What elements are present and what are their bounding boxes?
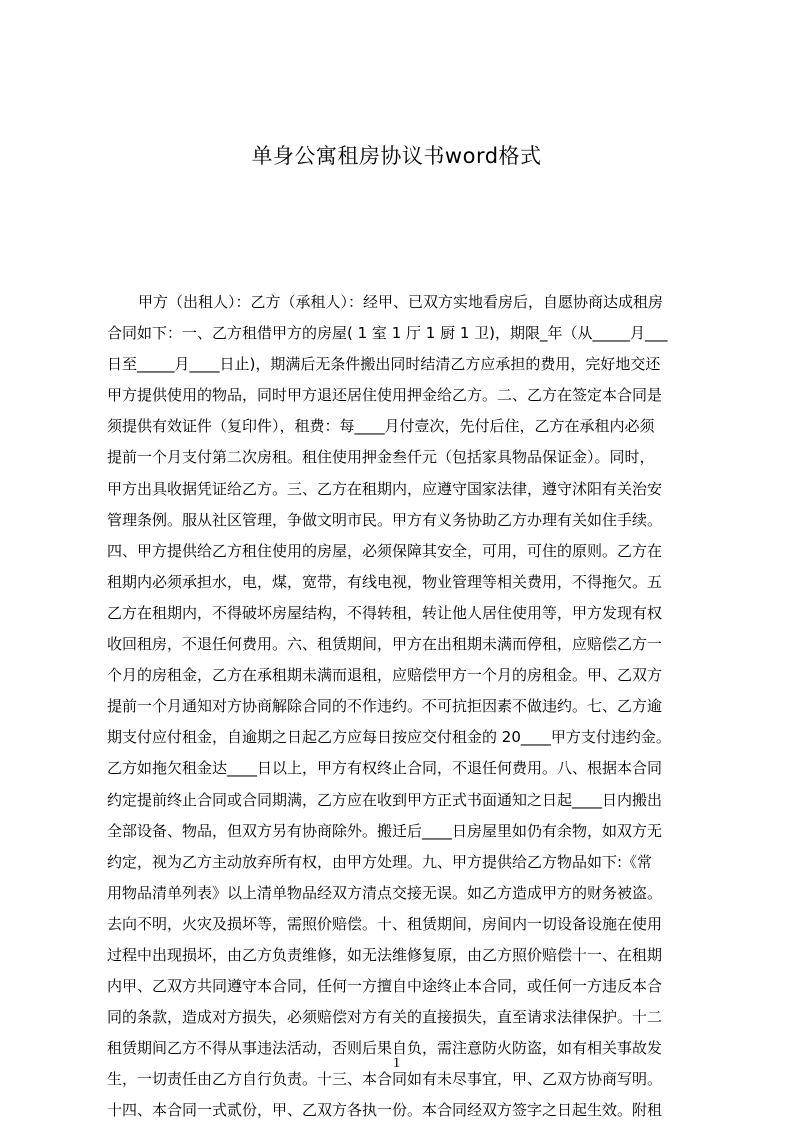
body-line: 同的条款，造成对方损失，必须赔偿对方有关的直接损失，直至请求法律保护。十二 bbox=[107, 1008, 663, 1027]
document-title: 单身公寓租房协议书word格式 bbox=[251, 144, 542, 168]
body-line: 租赁期间乙方不得从事违法活动，否则后果自负，需注意防火防盗，如有相关事故发 bbox=[107, 1039, 663, 1058]
body-line: 约定，视为乙方主动放弃所有权，由甲方处理。九、甲方提供给乙方物品如下:《常 bbox=[107, 852, 653, 871]
body-line: 期支付应付租金，自逾期之日起乙方应每日按应交付租金的 20____甲方支付违约金。 bbox=[107, 728, 671, 747]
body-line: 全部设备、物品，但双方另有协商除外。搬迁后____日房屋里如仍有余物，如双方无 bbox=[107, 821, 663, 840]
body-line: 生，一切责任由乙方自行负责。十三、本合同如有未尽事宜，甲、乙双方协商写明。 bbox=[107, 1070, 663, 1089]
body-line: 提前一个月通知对方协商解除合同的不作违约。不可抗拒因素不做违约。七、乙方逾 bbox=[107, 697, 663, 716]
body-line: 收回租房，不退任何费用。六、租赁期间，甲方在出租期未满而停租，应赔偿乙方一 bbox=[107, 635, 663, 654]
body-line: 四、甲方提供给乙方租住使用的房屋，必须保障其安全，可用，可住的原则。乙方在 bbox=[107, 541, 663, 560]
body-line: 日至_____月____日止)，期满后无条件搬出同时结清乙方应承担的费用，完好地交还 bbox=[107, 355, 661, 374]
body-line: 用物品清单列表》以上清单物品经双方清点交接无误。如乙方造成甲方的财务被盗。 bbox=[107, 883, 663, 902]
body-line: 过程中出现损坏，由乙方负责维修，如无法维修复原，由乙方照价赔偿十一、在租期 bbox=[107, 945, 663, 964]
body-line: 须提供有效证件（复印件），租费：每____月付壹次，先付后住，乙方在承租内必须 bbox=[107, 417, 655, 436]
body-line: 乙方在租期内，不得破坏房屋结构，不得转租，转让他人居住使用等，甲方发现有权 bbox=[107, 603, 663, 622]
body-line: 合同如下：一、乙方租借甲方的房屋( 1 室 1 厅 1 厨 1 卫)，期限_年（从_____月___ bbox=[107, 324, 668, 343]
body-line: 管理条例。服从社区管理，争做文明市民。甲方有义务协助乙方办理有关如住手续。 bbox=[107, 510, 663, 529]
body-line: 十四、本合同一式贰份，甲、乙双方各执一份。本合同经双方签字之日起生效。附租 bbox=[107, 1101, 663, 1120]
page-number: 1 bbox=[392, 1055, 401, 1071]
body-line: 提前一个月支付第二次房租。租住使用押金叁仟元（包括家具物品保证金）。同时， bbox=[107, 448, 655, 467]
body-line: 乙方如拖欠租金达____日以上，甲方有权终止合同，不退任何费用。八、根据本合同 bbox=[107, 759, 663, 778]
body-line: 租期内必须承担水，电，煤，宽带，有线电视，物业管理等相关费用，不得拖欠。五 bbox=[107, 572, 663, 591]
body-line: 个月的房租金，乙方在承租期未满而退租，应赔偿甲方一个月的房租金。甲、乙双方 bbox=[107, 666, 663, 685]
body-line: 约定提前终止合同或合同期满，乙方应在收到甲方正式书面通知之日起____日内搬出 bbox=[107, 790, 663, 809]
body-line: 去向不明，火灾及损坏等，需照价赔偿。十、租赁期间，房间内一切设备设施在使用 bbox=[107, 914, 663, 933]
body-line: 内甲、乙双方共同遵守本合同，任何一方擅自中途终止本合同，或任何一方违反本合 bbox=[107, 977, 663, 996]
body-line: 甲方提供使用的物品，同时甲方退还居住使用押金给乙方。二、乙方在签定本合同是 bbox=[107, 386, 663, 405]
body-line: 甲方（出租人）：乙方（承租人）：经甲、已双方实地看房后，自愿协商达成租房 bbox=[138, 293, 664, 311]
contract-body bbox=[107, 287, 699, 1127]
body-line: 甲方出具收据凭证给乙方。三、乙方在租期内，应遵守国家法律，遵守沭阳有关治安 bbox=[107, 479, 663, 498]
